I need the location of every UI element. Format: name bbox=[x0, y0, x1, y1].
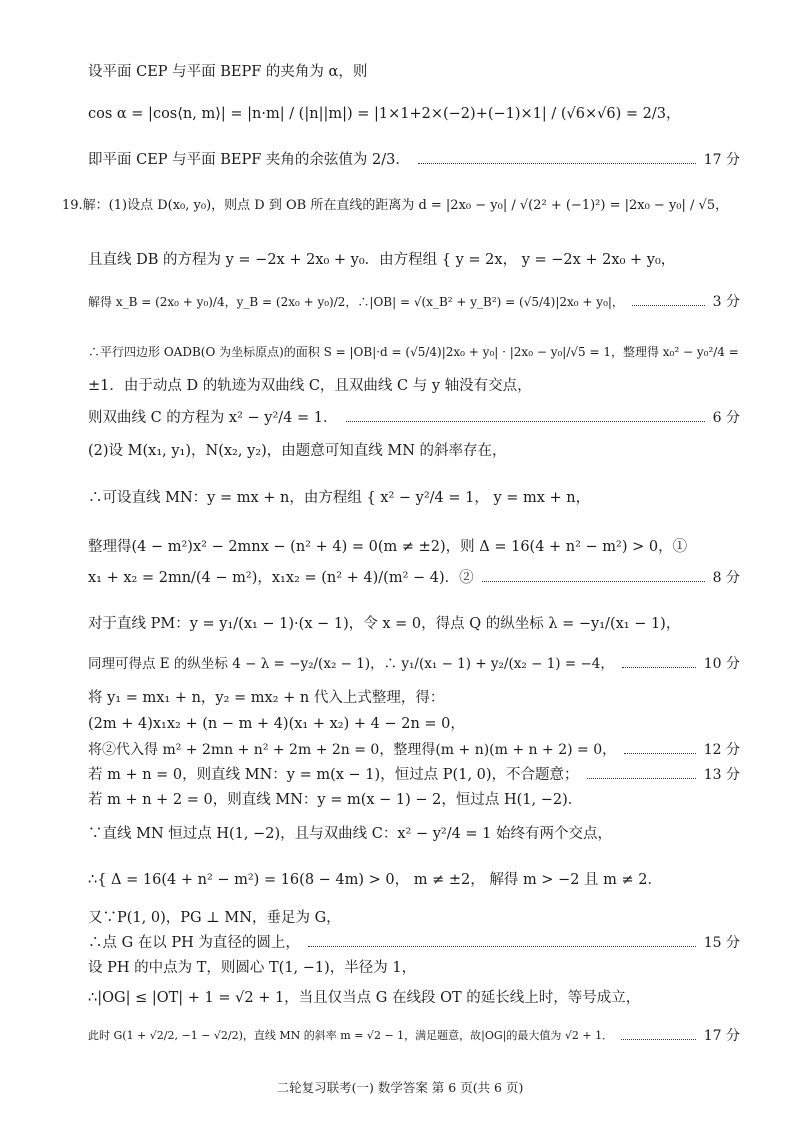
solution-line-19 bbox=[88, 765, 740, 785]
solution-line-16 bbox=[88, 688, 740, 708]
score-label: 17 分 bbox=[703, 152, 740, 168]
solution-line-6 bbox=[88, 292, 740, 312]
score-label: 15 分 bbox=[703, 935, 740, 951]
line-text: 解得 x_B = (2x₀ + y₀)/4，y_B = (2x₀ + y₀)/2，∴|OB| = √(x_B² + y_B²) = (√5/4)|2x₀ + y₀|， bbox=[88, 295, 624, 309]
line-text: 又∵P(1, 0)，PG ⊥ MN，垂足为 G， bbox=[88, 910, 341, 926]
solution-line-11 bbox=[88, 488, 740, 508]
solution-line-22 bbox=[88, 870, 740, 890]
solution-line-24 bbox=[88, 933, 740, 953]
line-text: 对于直线 PM：y = y₁/(x₁ − 1)·(x − 1)，令 x = 0，得点 Q 的纵坐标 λ = −y₁/(x₁ − 1)， bbox=[88, 616, 681, 632]
solution-line-7 bbox=[88, 342, 740, 362]
score-label: 3 分 bbox=[712, 294, 740, 310]
line-text: 19.解：(1)设点 D(x₀, y₀)，则点 D 到 OB 所在直线的距离为 d = |2x₀ − y₀| / √(2² + (−1)²) = |2x₀ − y₀| / √5， bbox=[62, 198, 729, 213]
solution-line-4 bbox=[62, 196, 740, 216]
line-text: ∴{ Δ = 16(4 + n² − m²) = 16(8 − 4m) > 0， m ≠ ±2， 解得 m > −2 且 m ≠ 2． bbox=[88, 872, 663, 888]
line-text: ∴平行四边形 OADB(O 为坐标原点)的面积 S = |OB|·d = (√5/4)|2x₀ + y₀| · |2x₀ − y₀|/√5 = 1，整理得 x₀² − y₀²/4 = bbox=[88, 345, 739, 359]
solution-line-23 bbox=[88, 908, 740, 928]
solution-line-10 bbox=[88, 441, 740, 461]
dotted-leader bbox=[632, 305, 705, 306]
dotted-leader bbox=[346, 421, 705, 422]
solution-line-3 bbox=[88, 150, 740, 170]
dotted-leader bbox=[308, 946, 696, 947]
line-text: 同理可得点 E 的纵坐标 4 − λ = −y₂/(x₂ − 1)，∴ y₁/(x₁ − 1) + y₂/(x₂ − 1) = −4， bbox=[88, 656, 614, 672]
line-text: 若 m + n = 0，则直线 MN：y = m(x − 1)，恒过点 P(1, 0)，不合题意； bbox=[88, 767, 579, 783]
line-text: 此时 G(1 + √2/2, −1 − √2/2)，直线 MN 的斜率 m = √2 − 1，满足题意，故|OG|的最大值为 √2 + 1． bbox=[88, 1029, 614, 1042]
dotted-leader bbox=[418, 163, 696, 164]
line-text: 将②代入得 m² + 2mn + n² + 2m + 2n = 0，整理得(m + n)(m + n + 2) = 0， bbox=[88, 742, 617, 758]
score-label: 13 分 bbox=[703, 767, 740, 783]
solution-line-8 bbox=[88, 376, 740, 396]
line-text: 若 m + n + 2 = 0，则直线 MN：y = m(x − 1) − 2，恒过点 H(1, −2)． bbox=[88, 792, 583, 808]
solution-line-2 bbox=[88, 104, 740, 124]
line-text: ±1．由于动点 D 的轨迹为双曲线 C，且双曲线 C 与 y 轴没有交点， bbox=[88, 378, 532, 394]
line-text: ∵直线 MN 恒过点 H(1, −2)，且与双曲线 C：x² − y²/4 = 1 始终有两个交点， bbox=[88, 826, 613, 842]
solution-line-9 bbox=[88, 408, 740, 428]
solution-line-12 bbox=[88, 537, 740, 557]
solution-line-27 bbox=[88, 1026, 740, 1046]
dotted-leader bbox=[622, 667, 696, 668]
solution-line-15 bbox=[88, 654, 740, 674]
solution-line-25 bbox=[88, 958, 740, 978]
line-text: 整理得(4 − m²)x² − 2mnx − (n² + 4) = 0(m ≠ ±2)，则 Δ = 16(4 + n² − m²) > 0，① bbox=[88, 539, 688, 555]
solution-line-14 bbox=[88, 614, 740, 634]
line-text: (2m + 4)x₁x₂ + (n − m + 4)(x₁ + x₂) + 4 − 2n = 0， bbox=[88, 716, 465, 732]
line-text: ∴点 G 在以 PH 为直径的圆上， bbox=[88, 935, 300, 951]
score-label: 17 分 bbox=[703, 1028, 740, 1044]
solution-line-5 bbox=[88, 250, 740, 270]
line-text: x₁ + x₂ = 2mn/(4 − m²)，x₁x₂ = (n² + 4)/(m² − 4)．② bbox=[88, 570, 474, 586]
dotted-leader bbox=[587, 778, 696, 779]
score-label: 12 分 bbox=[703, 742, 740, 758]
line-text: 设平面 CEP 与平面 BEPF 的夹角为 α，则 bbox=[88, 64, 368, 80]
line-text: (2)设 M(x₁, y₁)，N(x₂, y₂)，由题意可知直线 MN 的斜率存在， bbox=[88, 443, 507, 459]
score-label: 10 分 bbox=[703, 656, 740, 672]
score-label: 6 分 bbox=[712, 410, 740, 426]
solution-line-13 bbox=[88, 568, 740, 588]
line-text: 则双曲线 C 的方程为 x² − y²/4 = 1． bbox=[88, 410, 338, 426]
solution-line-18 bbox=[88, 740, 740, 760]
line-text: ∴可设直线 MN：y = mx + n，由方程组 { x² − y²/4 = 1， y = mx + n， bbox=[88, 490, 591, 506]
dotted-leader bbox=[624, 753, 696, 754]
solution-line-1 bbox=[88, 62, 740, 82]
dotted-leader bbox=[482, 581, 705, 582]
line-text: 将 y₁ = mx₁ + n，y₂ = mx₂ + n 代入上式整理，得： bbox=[88, 690, 445, 706]
line-text: 设 PH 的中点为 T，则圆心 T(1, −1)，半径为 1， bbox=[88, 960, 417, 976]
line-text: 即平面 CEP 与平面 BEPF 夹角的余弦值为 2/3． bbox=[88, 152, 410, 168]
solution-line-20 bbox=[88, 790, 740, 810]
dotted-leader bbox=[621, 1039, 696, 1040]
solution-line-21 bbox=[88, 824, 740, 844]
line-text: 且直线 DB 的方程为 y = −2x + 2x₀ + y₀．由方程组 { y = 2x， y = −2x + 2x₀ + y₀， bbox=[88, 252, 676, 268]
line-text: cos α = |cos⟨n, m⟩| = |n·m| / (|n||m|) = |1×1+2×(−2)+(−1)×1| / (√6×√6) = 2/3， bbox=[88, 106, 681, 122]
solution-line-17 bbox=[88, 714, 740, 734]
page-footer: 二轮复习联考(一) 数学答案 第 6 页(共 6 页) bbox=[276, 1080, 524, 1095]
line-text: ∴|OG| ≤ |OT| + 1 = √2 + 1，当且仅当点 G 在线段 OT 的延长线上时，等号成立， bbox=[88, 990, 641, 1006]
solution-line-26 bbox=[88, 988, 740, 1008]
score-label: 8 分 bbox=[712, 570, 740, 586]
